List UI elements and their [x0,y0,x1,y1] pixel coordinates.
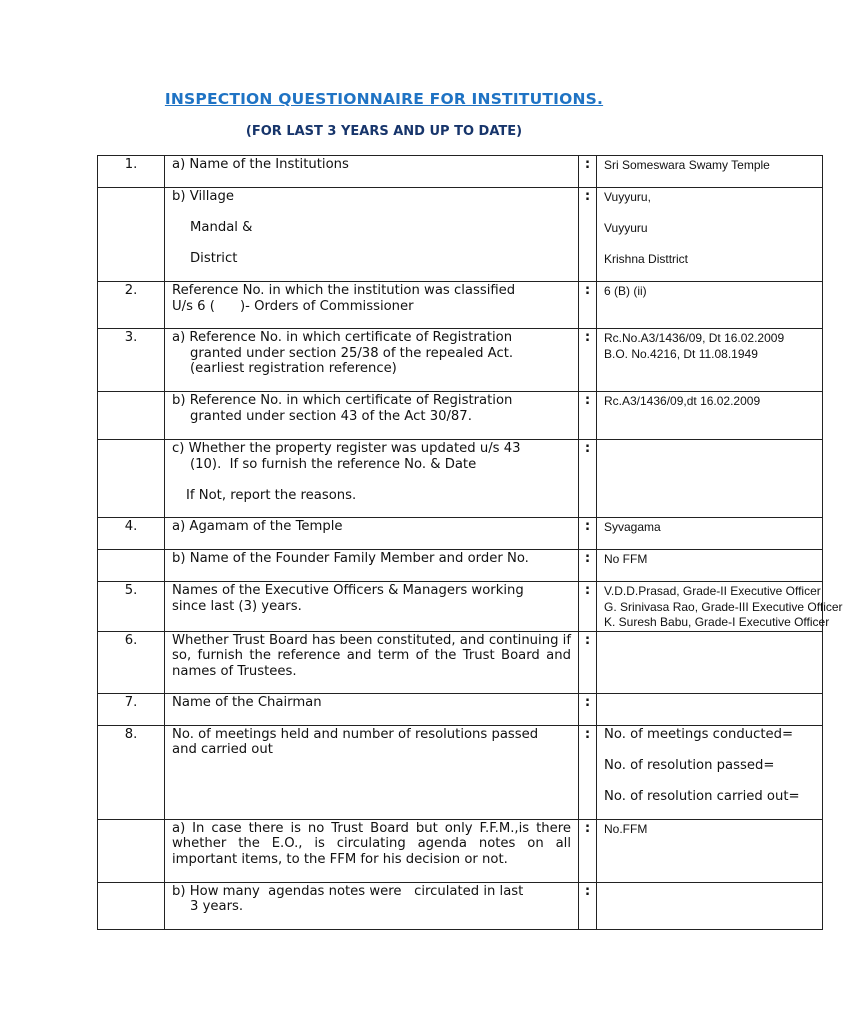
row-number: 8. [98,725,165,819]
question-text: since last (3) years. [172,598,302,614]
page-title: INSPECTION QUESTIONNAIRE FOR INSTITUTIONS. [164,90,604,108]
row-number [98,440,165,518]
answer-cell: Rc.A3/1436/09,dt 16.02.2009 [597,392,823,440]
answer-text: No. of resolution passed= [604,757,775,773]
colon-separator: : [579,582,597,632]
colon-separator: : [579,819,597,882]
question-text: District [190,251,238,266]
question-text: b) Name of the Founder Family Member and order No. [172,551,529,566]
question-text: granted under section 43 of the Act 30/87. [190,408,472,424]
question-cell [165,518,579,550]
colon-separator: : [579,693,597,725]
question-cell [165,440,579,518]
answer-cell: No FFM [597,550,823,582]
question-text: No. of meetings held and number of resolutions passed [172,726,539,742]
question-text: (earliest registration reference) [190,361,397,376]
colon-separator: : [579,550,597,582]
page-subtitle: (FOR LAST 3 YEARS AND UP TO DATE) [245,124,523,139]
question-text: granted under section 25/38 of the repealed Act. [190,345,514,361]
answer-text: B.O. No.4216, Dt 11.08.1949 [604,346,758,361]
row-number [98,550,165,582]
question-cell [165,282,579,329]
answer-cell [597,440,823,518]
row-number [98,392,165,440]
question-text: b) Village [172,189,234,204]
table-row [98,882,823,929]
question-cell [165,156,579,188]
answer-cell [597,582,843,632]
question-text: (10). If so furnish the reference No. & Date [190,456,477,472]
question-cell [165,819,579,882]
question-cell: Whether Trust Board has been constituted, and continuing if so, furnish the reference and term of the Trust Board and names of Trustees. [165,631,579,693]
row-number: 2. [98,282,165,329]
question-text: Mandal & [190,220,253,235]
answer-cell [597,631,823,693]
answer-text: K. Suresh Babu, Grade-I Executive Officer [604,615,830,629]
answer-text: No. of resolution carried out= [604,788,800,804]
answer-cell [597,693,823,725]
table-row [98,392,823,440]
answer-cell: No.FFM [597,819,823,882]
question-cell [165,582,579,632]
answer-cell: Sri Someswara Swamy Temple [597,156,823,188]
colon-separator: : [579,518,597,550]
question-text: If Not, report the reasons. [186,487,357,503]
answer-text: G. Srinivasa Rao, Grade-III Executive Officer [604,599,843,614]
table-row [98,518,823,550]
answer-cell [597,329,823,392]
answer-text: Krishna Disttrict [604,252,689,266]
questionnaire-table [97,155,843,930]
question-text: U/s 6 ( )- Orders of Commissioner [172,298,414,314]
answer-text: No. of meetings conducted= [604,726,794,742]
question-cell [165,725,579,819]
answer-cell [597,188,823,282]
table-row [98,282,823,329]
row-number: 7. [98,693,165,725]
question-text: a) Name of the Institutions [172,157,349,172]
row-number: 3. [98,329,165,392]
table-row [98,582,823,632]
question-cell [165,693,579,725]
question-text: c) Whether the property register was updated u/s 43 [172,441,521,456]
question-cell [165,550,579,582]
colon-separator: : [579,440,597,518]
answer-cell [597,725,823,819]
table-row [98,188,823,282]
question-text: a) In case there is no Trust Board but only F.F.M.,is there whether the E.O., is circulating agenda notes on all important items, to the FFM for his decision or not. [172,820,571,867]
colon-separator: : [579,329,597,392]
question-text: 3 years. [190,899,244,914]
row-number: 4. [98,518,165,550]
question-text: and carried out [172,742,273,757]
table-row [98,440,823,518]
answer-text: V.D.D.Prasad, Grade-II Executive Officer [604,584,821,598]
answer-text: Vuyyuru [604,221,648,235]
question-text: b) How many agendas notes were circulated in last [172,883,524,899]
colon-separator: : [579,282,597,329]
question-cell [165,882,579,929]
row-number: 1. [98,156,165,188]
colon-separator: : [579,725,597,819]
table-row [98,329,823,392]
question-text: Names of the Executive Officers & Managers working [172,583,524,598]
answer-text: Rc.No.A3/1436/09, Dt 16.02.2009 [604,331,785,345]
colon-separator: : [579,188,597,282]
answer-cell: 6 (B) (ii) [597,282,823,329]
question-text: a) Reference No. in which certificate of Registration [172,330,513,345]
row-number [98,188,165,282]
table-row [98,156,823,188]
question-text: a) Agamam of the Temple [172,519,343,534]
colon-separator: : [579,392,597,440]
colon-separator: : [579,156,597,188]
question-cell [165,329,579,392]
colon-separator: : [579,882,597,929]
question-cell [165,392,579,440]
table-row [98,631,823,693]
row-number: 6. [98,631,165,693]
table-row [98,693,823,725]
answer-cell [597,882,823,929]
question-text: Name of the Chairman [172,694,322,710]
table-row [98,550,823,582]
table-row [98,819,823,882]
question-text: Reference No. in which the institution was classified [172,283,516,298]
answer-text: Vuyyuru, [604,190,651,204]
row-number: 5. [98,582,165,632]
colon-separator: : [579,631,597,693]
row-number [98,882,165,929]
answer-cell: Syvagama [597,518,823,550]
question-cell [165,188,579,282]
table-row [98,725,823,819]
row-number [98,819,165,882]
question-text: b) Reference No. in which certificate of Registration [172,393,513,408]
